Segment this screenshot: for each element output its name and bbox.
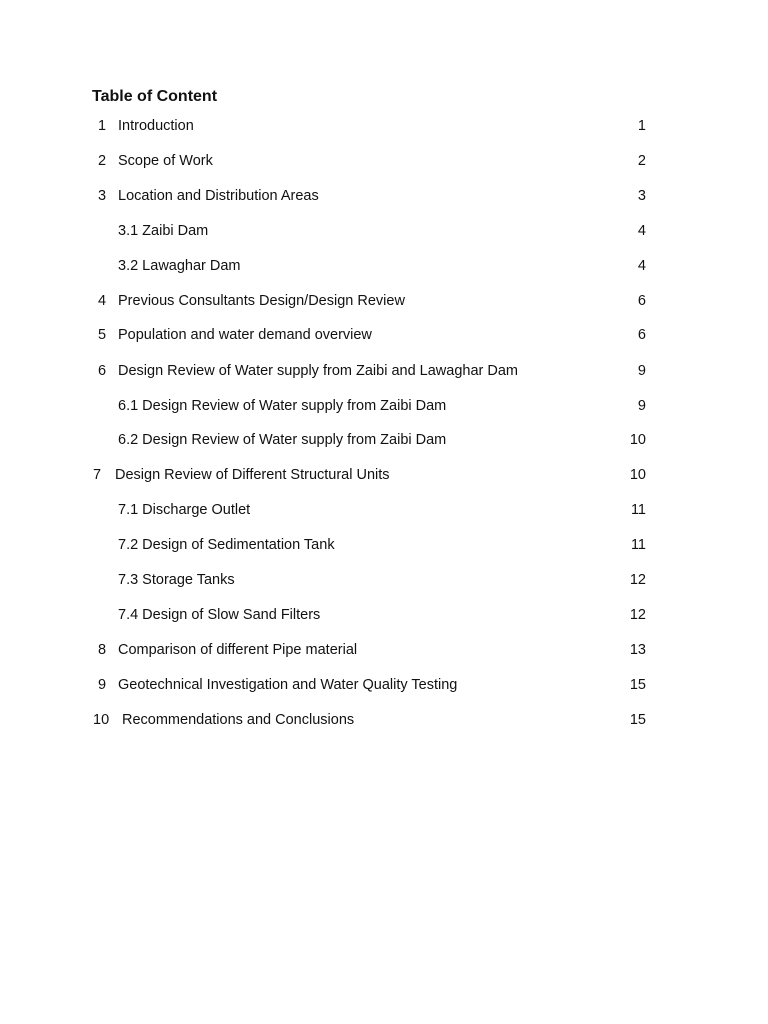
toc-entry-number: 3 bbox=[98, 188, 107, 204]
toc-entry-number: 4 bbox=[98, 293, 107, 309]
toc-entry-title: Design Review of Different Structural Units bbox=[115, 467, 390, 483]
toc-entry bbox=[0, 675, 768, 695]
toc-entry-title: 7.4 Design of Slow Sand Filters bbox=[118, 607, 321, 623]
toc-subentry bbox=[0, 535, 768, 555]
toc-entry-number: 7 bbox=[93, 467, 102, 483]
toc-entry-page: 3 bbox=[637, 188, 646, 204]
toc-entry-number: 5 bbox=[98, 327, 107, 343]
toc-entry-title: 6.2 Design Review of Water supply from Zaibi Dam bbox=[118, 432, 447, 448]
toc-entry-page: 15 bbox=[629, 677, 646, 693]
toc-entry-title: 6.1 Design Review of Water supply from Zaibi Dam bbox=[118, 398, 447, 414]
toc-entry-title: Previous Consultants Design/Design Review bbox=[118, 293, 405, 309]
toc-entry-page: 10 bbox=[629, 432, 646, 448]
toc-entry-number: 1 bbox=[98, 118, 107, 134]
toc-entry bbox=[0, 116, 768, 136]
toc-subentry bbox=[0, 396, 768, 416]
toc-entry-page: 1 bbox=[637, 118, 646, 134]
toc-entry-title: 7.3 Storage Tanks bbox=[118, 572, 235, 588]
toc-entry-title: Scope of Work bbox=[118, 153, 213, 169]
toc-subentry bbox=[0, 605, 768, 625]
toc-entry-page: 6 bbox=[637, 293, 646, 309]
toc-entry-number: 9 bbox=[98, 677, 107, 693]
toc-entry-number: 10 bbox=[93, 712, 110, 728]
toc-entry-title: Geotechnical Investigation and Water Quality Testing bbox=[118, 677, 458, 693]
toc-entry-title: Recommendations and Conclusions bbox=[122, 712, 355, 728]
toc-entry-title: Introduction bbox=[118, 118, 194, 134]
toc-entry-page: 12 bbox=[629, 607, 646, 623]
toc-entry-page: 11 bbox=[630, 537, 646, 553]
toc-entry-page: 4 bbox=[637, 223, 646, 239]
toc-subentry bbox=[0, 256, 768, 276]
toc-entry bbox=[0, 361, 768, 381]
toc-entry-number: 8 bbox=[98, 642, 107, 658]
toc-entry-number: 6 bbox=[98, 363, 107, 379]
toc-entry bbox=[0, 465, 768, 485]
toc-heading: Table of Content bbox=[92, 88, 218, 105]
toc-entry-page: 2 bbox=[637, 153, 646, 169]
toc-entry-page: 15 bbox=[629, 712, 646, 728]
toc-entry-page: 9 bbox=[637, 363, 646, 379]
toc-entry-title: 7.1 Discharge Outlet bbox=[118, 502, 251, 518]
toc-subentry bbox=[0, 430, 768, 450]
toc-entry bbox=[0, 325, 768, 345]
toc-subentry bbox=[0, 570, 768, 590]
toc-entry bbox=[0, 186, 768, 206]
toc-entry-number: 2 bbox=[98, 153, 107, 169]
toc-entry-page: 10 bbox=[629, 467, 646, 483]
toc-entry-title: Location and Distribution Areas bbox=[118, 188, 319, 204]
toc-entry-title: 3.2 Lawaghar Dam bbox=[118, 258, 241, 274]
toc-entry-title: Design Review of Water supply from Zaibi and Lawaghar Dam bbox=[118, 363, 518, 379]
toc-subentry bbox=[0, 500, 768, 520]
toc-entry bbox=[0, 710, 768, 730]
toc-subentry bbox=[0, 221, 768, 241]
toc-entry-page: 6 bbox=[637, 327, 646, 343]
toc-entry-page: 9 bbox=[637, 398, 646, 414]
toc-entry-page: 11 bbox=[630, 502, 646, 518]
toc-entry-title: Comparison of different Pipe material bbox=[118, 642, 358, 658]
toc-entry-page: 13 bbox=[629, 642, 646, 658]
toc-entry-title: Population and water demand overview bbox=[118, 327, 372, 343]
toc-entry-page: 12 bbox=[629, 572, 646, 588]
toc-entry bbox=[0, 151, 768, 171]
toc-entry bbox=[0, 291, 768, 311]
toc-entry-page: 4 bbox=[637, 258, 646, 274]
toc-entry-title: 7.2 Design of Sedimentation Tank bbox=[118, 537, 335, 553]
toc-entry-title: 3.1 Zaibi Dam bbox=[118, 223, 209, 239]
toc-entry bbox=[0, 640, 768, 660]
